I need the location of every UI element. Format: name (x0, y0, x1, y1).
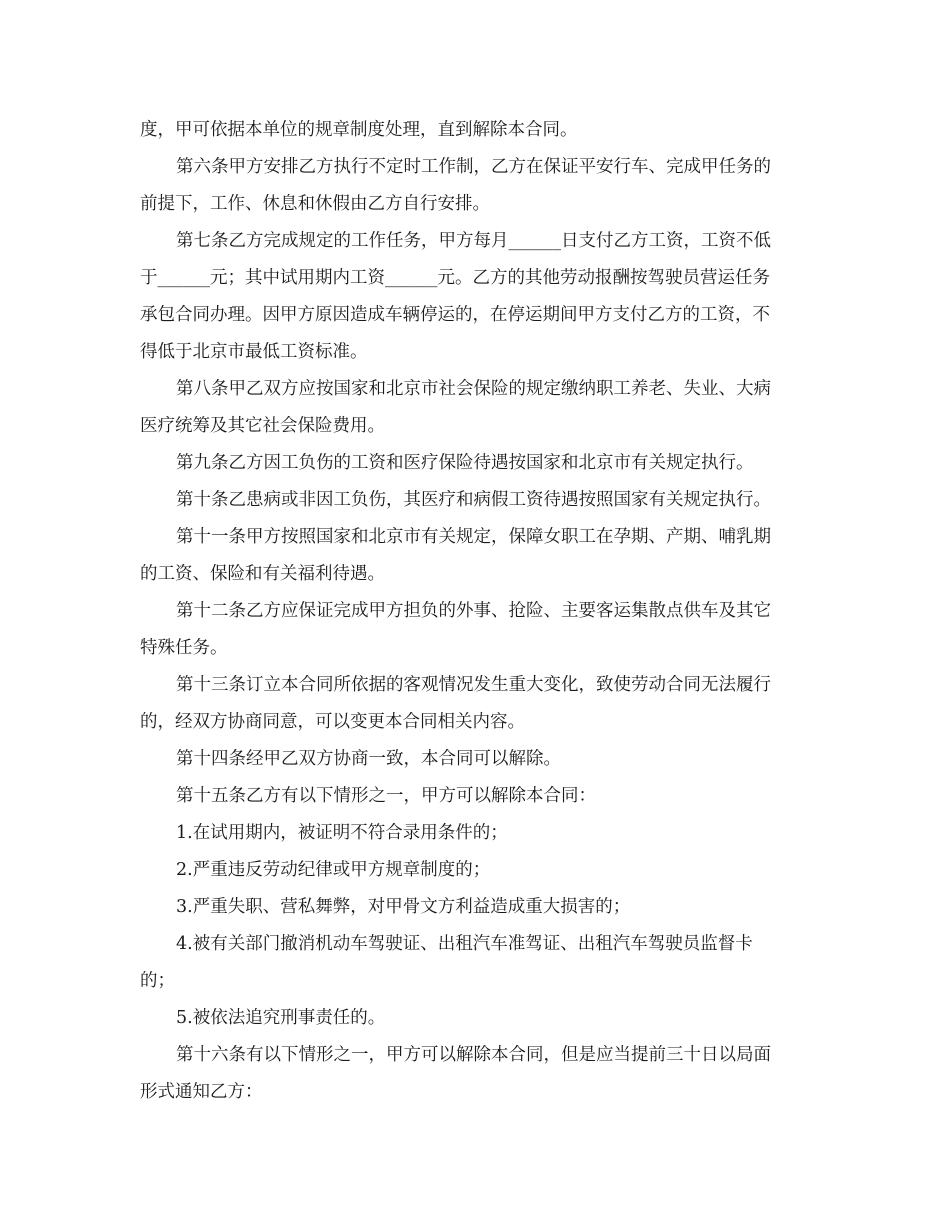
text-line-article-7: 第七条乙方完成规定的工作任务，甲方每月______日支付乙方工资，工资不低 (176, 231, 771, 251)
list-item-1: 1.在试用期内，被证明不符合录用条件的； (176, 823, 508, 843)
text-line: 得低于北京市最低工资标准。 (140, 342, 368, 362)
text-line: 承包合同办理。因甲方原因造成车辆停运的，在停运期间甲方支付乙方的工资，不 (140, 305, 770, 325)
text-line: 形式通知乙方： (140, 1082, 263, 1102)
text-line: 特殊任务。 (140, 638, 228, 658)
text-line-article-16: 第十六条有以下情形之一，甲方可以解除本合同，但是应当提前三十日以局面 (176, 1045, 771, 1065)
text-line: 度，甲可依据本单位的规章制度处理，直到解除本合同。 (140, 120, 578, 140)
text-line-article-10: 第十条乙患病或非因工负伤，其医疗和病假工资待遇按照国家有关规定执行。 (176, 490, 771, 510)
text-line: 的，经双方协商同意，可以变更本合同相关内容。 (140, 712, 525, 732)
text-line: 前提下，工作、休息和休假由乙方自行安排。 (140, 194, 490, 214)
text-line-article-6: 第六条甲方安排乙方执行不定时工作制，乙方在保证平安行车、完成甲任务的 (176, 157, 771, 177)
text-line-article-11: 第十一条甲方按照国家和北京市有关规定，保障女职工在孕期、产期、哺乳期 (176, 527, 771, 547)
text-line-article-9: 第九条乙方因工负伤的工资和医疗保险待遇按国家和北京市有关规定执行。 (176, 453, 754, 473)
contract-text (140, 112, 812, 1111)
list-item-4: 4.被有关部门撤消机动车驾驶证、出租汽车准驾证、出租汽车驾驶员监督卡 (176, 934, 753, 954)
text-line-article-14: 第十四条经甲乙双方协商一致，本合同可以解除。 (176, 749, 561, 769)
text-line-article-15: 第十五条乙方有以下情形之一，甲方可以解除本合同： (176, 786, 596, 806)
text-line: 于______元；其中试用期内工资______元。乙方的其他劳动报酬按驾驶员营运任务 (140, 268, 770, 288)
text-line-article-8: 第八条甲乙双方应按国家和北京市社会保险的规定缴纳职工养老、失业、大病 (176, 379, 771, 399)
text-line: 的工资、保险和有关福利待遇。 (140, 564, 385, 584)
list-item-3: 3.严重失职、营私舞弊，对甲骨文方利益造成重大损害的； (176, 897, 631, 917)
list-item-5: 5.被依法追究刑事责任的。 (176, 1008, 386, 1028)
text-line-article-12: 第十二条乙方应保证完成甲方担负的外事、抢险、主要客运集散点供车及其它 (176, 601, 771, 621)
text-line-article-13: 第十三条订立本合同所依据的客观情况发生重大变化，致使劳动合同无法履行 (176, 675, 771, 695)
text-line: 的； (140, 971, 175, 991)
list-item-2: 2.严重违反劳动纪律或甲方规章制度的； (176, 860, 491, 880)
text-line: 医疗统筹及其它社会保险费用。 (140, 416, 385, 436)
